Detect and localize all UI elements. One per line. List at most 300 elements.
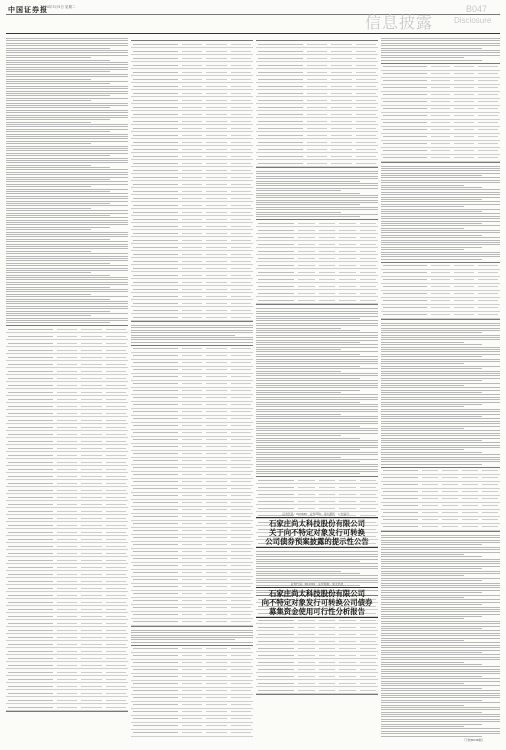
- table-cell: [231, 383, 251, 384]
- table-cell: [478, 136, 498, 137]
- text-line: [381, 325, 500, 326]
- table-row: [6, 550, 128, 557]
- text-line: [381, 373, 500, 374]
- table-cell: [106, 637, 126, 638]
- text-line: [256, 332, 378, 333]
- table-cell: [8, 385, 53, 386]
- table-cell: [482, 484, 498, 485]
- table-cell: [133, 655, 178, 656]
- table-row: [256, 241, 378, 248]
- table-cell: [307, 149, 327, 150]
- text-line: [6, 220, 128, 221]
- table-cell: [8, 336, 53, 337]
- text-line: [381, 194, 500, 195]
- table-cell: [307, 114, 327, 115]
- table-cell: [206, 219, 226, 220]
- table-cell: [8, 553, 53, 554]
- table-cell: [133, 86, 178, 87]
- text-line: [381, 240, 500, 241]
- table-cell: [133, 697, 178, 698]
- text-line: [381, 175, 482, 176]
- text-line: [6, 244, 128, 245]
- table-row: [381, 277, 500, 284]
- text-line: [381, 182, 500, 183]
- text-line: [381, 385, 464, 386]
- table-row: [131, 695, 253, 702]
- table-cell: [206, 648, 226, 649]
- text-line: [381, 411, 500, 412]
- text-line: [381, 256, 500, 257]
- table-cell: [106, 357, 126, 358]
- text-line: [256, 442, 378, 443]
- table-cell: [133, 460, 178, 461]
- table-cell: [231, 607, 251, 608]
- table-row: [131, 458, 253, 465]
- table-cell: [57, 490, 77, 491]
- table-cell: [319, 683, 335, 684]
- table-cell: [307, 163, 327, 164]
- table-cell: [182, 439, 202, 440]
- table-cell: [81, 497, 101, 498]
- table-cell: [356, 107, 376, 108]
- text-line: [256, 554, 378, 555]
- text-line: [381, 457, 500, 458]
- table-cell: [478, 286, 498, 287]
- table-cell: [106, 595, 126, 596]
- table-cell: [57, 483, 77, 484]
- text-line: [381, 252, 500, 253]
- text-line: [256, 466, 378, 467]
- table-cell: [231, 544, 251, 545]
- table-cell: [133, 142, 178, 143]
- table-cell: [331, 72, 351, 73]
- table-row: [256, 83, 378, 90]
- table-cell: [206, 481, 226, 482]
- text-line: [381, 378, 500, 379]
- table-cell: [8, 665, 53, 666]
- table-cell: [133, 502, 178, 503]
- table-cell: [431, 87, 451, 88]
- table-cell: [106, 665, 126, 666]
- table-cell: [182, 362, 202, 363]
- table-cell: [81, 329, 101, 330]
- announcement-title-line-3: 募集资金使用可行性分析报告: [268, 607, 366, 616]
- text-line: [256, 188, 378, 189]
- table-cell: [106, 651, 126, 652]
- text-line: [381, 573, 500, 574]
- text-line: [381, 621, 500, 622]
- table-cell: [258, 163, 303, 164]
- text-line: [381, 433, 500, 434]
- table-cell: [319, 272, 335, 273]
- table-cell: [206, 296, 226, 297]
- table-cell: [206, 390, 226, 391]
- text-line: [256, 452, 378, 453]
- table-cell: [106, 371, 126, 372]
- table-cell: [81, 469, 101, 470]
- table-cell: [206, 198, 226, 199]
- table-cell: [454, 66, 474, 67]
- table-row: [6, 599, 128, 606]
- table-cell: [339, 634, 355, 635]
- table-cell: [206, 621, 226, 622]
- table-cell: [57, 371, 77, 372]
- text-line: [6, 222, 128, 223]
- table-cell: [298, 627, 314, 628]
- announcement-convertible-bond-notice: [256, 512, 378, 549]
- table-cell: [133, 128, 178, 129]
- text-line: [256, 366, 360, 367]
- table-row: [256, 624, 378, 631]
- text-line: [6, 115, 128, 116]
- table-row: [256, 659, 378, 666]
- table-cell: [258, 286, 294, 287]
- table-cell: [182, 376, 202, 377]
- table-cell: [231, 65, 251, 66]
- table-cell: [206, 177, 226, 178]
- table-row: [131, 279, 253, 286]
- text-line: [381, 693, 500, 694]
- table-cell: [206, 579, 226, 580]
- text-line: [256, 568, 378, 569]
- table-row: [256, 484, 378, 491]
- table-row: [131, 353, 253, 360]
- text-line: [256, 190, 341, 191]
- text-line: [256, 207, 378, 208]
- table-row: [131, 293, 253, 300]
- table-cell: [81, 518, 101, 519]
- table-cell: [133, 432, 178, 433]
- table-cell: [8, 567, 53, 568]
- continued-page-note: （下转B048版）: [462, 738, 485, 742]
- table-cell: [182, 648, 202, 649]
- table-row: [131, 486, 253, 493]
- table-cell: [106, 644, 126, 645]
- table-row: [131, 619, 253, 626]
- table-cell: [182, 163, 202, 164]
- text-line: [381, 166, 500, 167]
- table-cell: [442, 477, 458, 478]
- table-cell: [206, 593, 226, 594]
- table-row: [381, 503, 500, 510]
- table-cell: [298, 662, 314, 663]
- text-line: [6, 169, 128, 170]
- table-cell: [133, 690, 178, 691]
- text-line: [381, 339, 500, 340]
- table-cell: [478, 300, 498, 301]
- table-cell: [8, 623, 53, 624]
- text-line: [381, 652, 482, 653]
- table-cell: [8, 637, 53, 638]
- table-row: [256, 638, 378, 645]
- table-cell: [231, 376, 251, 377]
- table-cell: [106, 630, 126, 631]
- stock-code-line: 证券代码：603280 证券简称：南方路机 公告编号：: [282, 512, 352, 516]
- table-row: [131, 465, 253, 472]
- text-line: [6, 117, 128, 118]
- table-row: [131, 660, 253, 667]
- table-cell: [206, 184, 226, 185]
- table-cell: [182, 732, 202, 733]
- text-line: [131, 632, 253, 633]
- text-line: [6, 313, 128, 314]
- table-cell: [462, 470, 478, 471]
- table-cell: [478, 293, 498, 294]
- text-line: [256, 202, 378, 203]
- table-cell: [106, 434, 126, 435]
- table-cell: [133, 107, 178, 108]
- text-line: [6, 229, 91, 230]
- table-cell: [206, 572, 226, 573]
- text-line: [381, 714, 500, 715]
- table-cell: [182, 488, 202, 489]
- text-line: [6, 184, 128, 185]
- text-line: [6, 227, 110, 228]
- table-cell: [231, 697, 251, 698]
- table-cell: [206, 170, 226, 171]
- table-cell: [231, 425, 251, 426]
- table-cell: [81, 525, 101, 526]
- table-cell: [81, 679, 101, 680]
- text-line: [381, 626, 500, 627]
- table-cell: [182, 282, 202, 283]
- table-row: [256, 97, 378, 104]
- table-row: [131, 111, 253, 118]
- table-cell: [231, 718, 251, 719]
- issue-date: 2024年3月5日 星期二: [40, 5, 76, 9]
- text-line: [381, 237, 500, 238]
- table-cell: [182, 142, 202, 143]
- announcement-title-company: 石家庄尚太科技股份有限公司: [268, 519, 366, 528]
- table-row: [6, 690, 128, 697]
- table-cell: [182, 205, 202, 206]
- text-line: [381, 397, 500, 398]
- table-cell: [182, 544, 202, 545]
- table-cell: [231, 355, 251, 356]
- table-cell: [258, 244, 294, 245]
- text-line: [381, 201, 500, 202]
- table-cell: [182, 58, 202, 59]
- table-cell: [339, 293, 355, 294]
- text-line: [381, 416, 482, 417]
- table-cell: [339, 272, 355, 273]
- text-line: [6, 294, 91, 295]
- table-row: [6, 697, 128, 704]
- text-line: [381, 690, 500, 691]
- table-cell: [431, 314, 451, 315]
- text-line: [381, 223, 482, 224]
- table-cell: [81, 350, 101, 351]
- table-cell: [307, 156, 327, 157]
- text-line: [381, 559, 500, 560]
- text-line: [256, 559, 378, 560]
- table-cell: [182, 128, 202, 129]
- table-cell: [133, 544, 178, 545]
- table-cell: [298, 494, 314, 495]
- table-cell: [478, 80, 498, 81]
- table-cell: [133, 275, 178, 276]
- table-row: [131, 737, 253, 738]
- text-line: [6, 299, 110, 300]
- text-line: [381, 659, 500, 660]
- table-row: [131, 188, 253, 195]
- table-row: [381, 496, 500, 503]
- text-line: [381, 45, 500, 46]
- text-block: [131, 325, 253, 343]
- text-line: [381, 383, 500, 384]
- text-line: [381, 221, 500, 222]
- table-cell: [422, 484, 438, 485]
- table-cell: [8, 448, 53, 449]
- text-line: [256, 556, 378, 557]
- text-line: [381, 731, 500, 732]
- table-row: [381, 120, 500, 127]
- table-cell: [57, 476, 77, 477]
- table-cell: [81, 385, 101, 386]
- table-cell: [133, 205, 178, 206]
- table-cell: [319, 648, 335, 649]
- table-row: [6, 620, 128, 627]
- text-line: [6, 119, 110, 120]
- table-cell: [231, 282, 251, 283]
- text-line: [256, 380, 378, 381]
- table-cell: [81, 378, 101, 379]
- text-line: [381, 204, 500, 205]
- text-line: [256, 392, 341, 393]
- table-cell: [8, 371, 53, 372]
- table-cell: [319, 634, 335, 635]
- table-cell: [8, 574, 53, 575]
- table-cell: [482, 477, 498, 478]
- table-cell: [231, 79, 251, 80]
- text-line: [381, 592, 482, 593]
- table-cell: [231, 184, 251, 185]
- table-cell: [431, 143, 451, 144]
- text-line: [256, 551, 378, 552]
- table-cell: [231, 593, 251, 594]
- table-cell: [383, 136, 427, 137]
- table-cell: [133, 704, 178, 705]
- table-row: [381, 141, 500, 148]
- table-cell: [231, 107, 251, 108]
- table-cell: [81, 595, 101, 596]
- table-row: [6, 424, 128, 431]
- table-cell: [462, 512, 478, 513]
- text-line: [6, 193, 128, 194]
- table-cell: [206, 607, 226, 608]
- text-line: [6, 291, 128, 292]
- table-cell: [133, 411, 178, 412]
- table-cell: [81, 539, 101, 540]
- announcement-title-company: 石家庄尚太科技股份有限公司: [268, 589, 366, 598]
- table-row: [381, 312, 500, 319]
- text-line: [381, 602, 500, 603]
- table-cell: [422, 519, 438, 520]
- table-row: [6, 368, 128, 375]
- table-cell: [319, 244, 335, 245]
- table-cell: [133, 121, 178, 122]
- table-cell: [231, 411, 251, 412]
- table-row: [131, 416, 253, 423]
- table-cell: [431, 307, 451, 308]
- financial-table: [131, 345, 253, 627]
- text-line: [6, 150, 128, 151]
- table-cell: [331, 79, 351, 80]
- table-cell: [307, 100, 327, 101]
- text-line: [381, 259, 482, 260]
- table-cell: [8, 658, 53, 659]
- table-row: [381, 64, 500, 71]
- text-block: [381, 535, 500, 738]
- text-line: [381, 247, 482, 248]
- text-line: [256, 471, 378, 472]
- text-line: [381, 542, 500, 543]
- table-row: [381, 270, 500, 277]
- table-cell: [478, 314, 498, 315]
- table-cell: [8, 434, 53, 435]
- table-cell: [206, 495, 226, 496]
- table-cell: [81, 658, 101, 659]
- table-cell: [383, 505, 418, 506]
- text-line: [256, 378, 360, 379]
- text-line: [131, 635, 253, 636]
- text-line: [256, 349, 341, 350]
- text-line: [6, 191, 110, 192]
- table-cell: [307, 65, 327, 66]
- table-row: [256, 645, 378, 652]
- table-cell: [81, 462, 101, 463]
- text-line: [256, 176, 378, 177]
- table-cell: [206, 107, 226, 108]
- text-line: [131, 637, 253, 638]
- table-cell: [81, 392, 101, 393]
- table-cell: [360, 487, 376, 488]
- text-line: [381, 38, 500, 39]
- table-cell: [231, 523, 251, 524]
- table-cell: [8, 546, 53, 547]
- table-cell: [8, 518, 53, 519]
- financial-table: [381, 63, 500, 163]
- table-cell: [231, 51, 251, 52]
- table-cell: [258, 480, 294, 481]
- table-cell: [182, 676, 202, 677]
- text-line: [6, 40, 128, 41]
- text-line: [256, 440, 378, 441]
- text-line: [381, 440, 482, 441]
- table-cell: [182, 404, 202, 405]
- table-cell: [182, 600, 202, 601]
- table-cell: [383, 94, 427, 95]
- text-line: [6, 296, 128, 297]
- table-row: [6, 648, 128, 655]
- table-cell: [182, 268, 202, 269]
- text-line: [256, 571, 341, 572]
- table-cell: [206, 586, 226, 587]
- table-cell: [478, 94, 498, 95]
- text-line: [381, 633, 500, 634]
- text-line: [6, 198, 128, 199]
- table-cell: [258, 641, 294, 642]
- table-cell: [133, 156, 178, 157]
- table-row: [131, 314, 253, 321]
- text-line: [381, 168, 500, 169]
- table-row: [381, 524, 500, 531]
- text-line: [381, 406, 464, 407]
- financial-table: [6, 325, 128, 712]
- table-cell: [319, 230, 335, 231]
- table-row: [131, 160, 253, 167]
- table-cell: [182, 572, 202, 573]
